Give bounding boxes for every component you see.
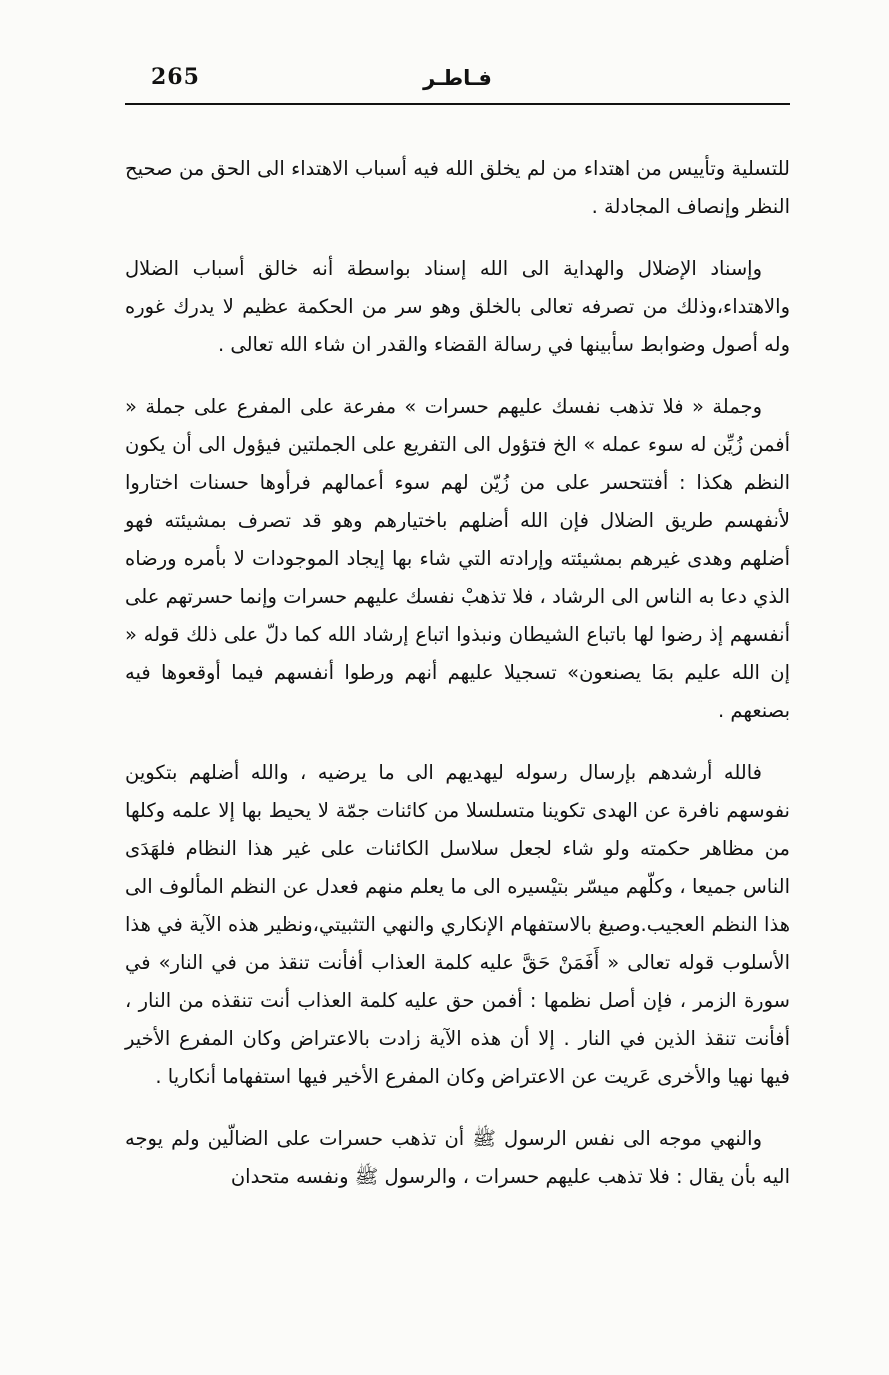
- header-rule: [125, 103, 790, 105]
- paragraph: وجملة « فلا تذهب نفسك عليهم حسرات » مفرعة على المفرع على جملة « أفمن زُيِّن له سوء عمله » الخ فتؤول الى التفريع على الجملتين فيؤول الى أن يكون النظم هكذا : أفتتحسر على من زُيّن لهم سوء أعمالهم فرأوها حسنات اختاروا لأنفهسم طريق الضلال فإن الله أضلهم باختيارهم وهو قد تصرف بمشيئته فهو أضلهم وهدى غيرهم بمشيئته وإرادته التي شاء بها إيجاد الموجودات لا بأمره ورضاه الذي دعا به الناس الى الرشاد ، فلا تذهبْ نفسك عليهم حسرات وإنما حسرتهم على أنفسهم إذ رضوا لها باتباع الشيطان ونبذوا اتباع إرشاد الله كما دلّ على ذلك قوله « إن الله عليم بمَا يصنعون» تسجيلا عليهم أنهم ورطوا أنفسهم فيما أوقعوها فيه بصنعهم .: [125, 395, 790, 722]
- paragraph: وإسناد الإضلال والهداية الى الله إسناد بواسطة أنه خالق أسباب الضلال والاهتداء،وذلك من تصرفه تعالى بالخلق وهو سر من الحكمة عظيم لا يدرك غوره وله أصول وضوابط سأبينها في رسالة القضاء والقدر ان شاء الله تعالى .: [125, 257, 790, 356]
- paragraph: للتسلية وتأييس من اهتداء من لم يخلق الله فيه أسباب الاهتداء الى الحق من صحيح النظر وإنصاف المجادلة .: [125, 157, 790, 218]
- paragraph: والنهي موجه الى نفس الرسول ﷺ أن تذهب حسرات على الضالّين ولم يوجه اليه بأن يقال : فلا تذهب عليهم حسرات ، والرسول ﷺ ونفسه متحدان: [125, 1127, 790, 1188]
- page-number: 265: [151, 64, 200, 90]
- body-text: [125, 150, 790, 1220]
- paragraph: فالله أرشدهم بإرسال رسوله ليهديهم الى ما يرضيه ، والله أضلهم بتكوين نفوسهم نافرة عن الهدى تكوينا متسلسلا من كائنات جمّة لا يحيط بها إلا علمه وكلها من مظاهر حكمته ولو شاء لجعل سلاسل الكائنات على غير هذا النظام فلهَدَى الناس جميعا ، وكلّهم ميسّر بتيْسيره الى ما يعلم منهم فعدل عن النظم المألوف الى هذا النظم العجيب.وصيغ بالاستفهام الإنكاري والنهي التثبيتي،ونظير هذه الآية في هذا الأسلوب قوله تعالى « أَفَمَنْ حَقَّ عليه كلمة العذاب أفأنت تنقذ من في النار» في سورة الزمر ، فإن أصل نظمها : أفمن حق عليه كلمة العذاب أنت تنقذه من النار ، أفأنت تنقذ الذين في النار . إلا أن هذه الآية زادت بالاعتراض وكان المفرع الأخير فيها نهيا والأخرى عَريت عن الاعتراض وكان المفرع الأخير فيها استفهاما أنكاريا .: [125, 761, 790, 1088]
- running-title: فـاطـر: [423, 66, 492, 90]
- page-header: [125, 62, 790, 102]
